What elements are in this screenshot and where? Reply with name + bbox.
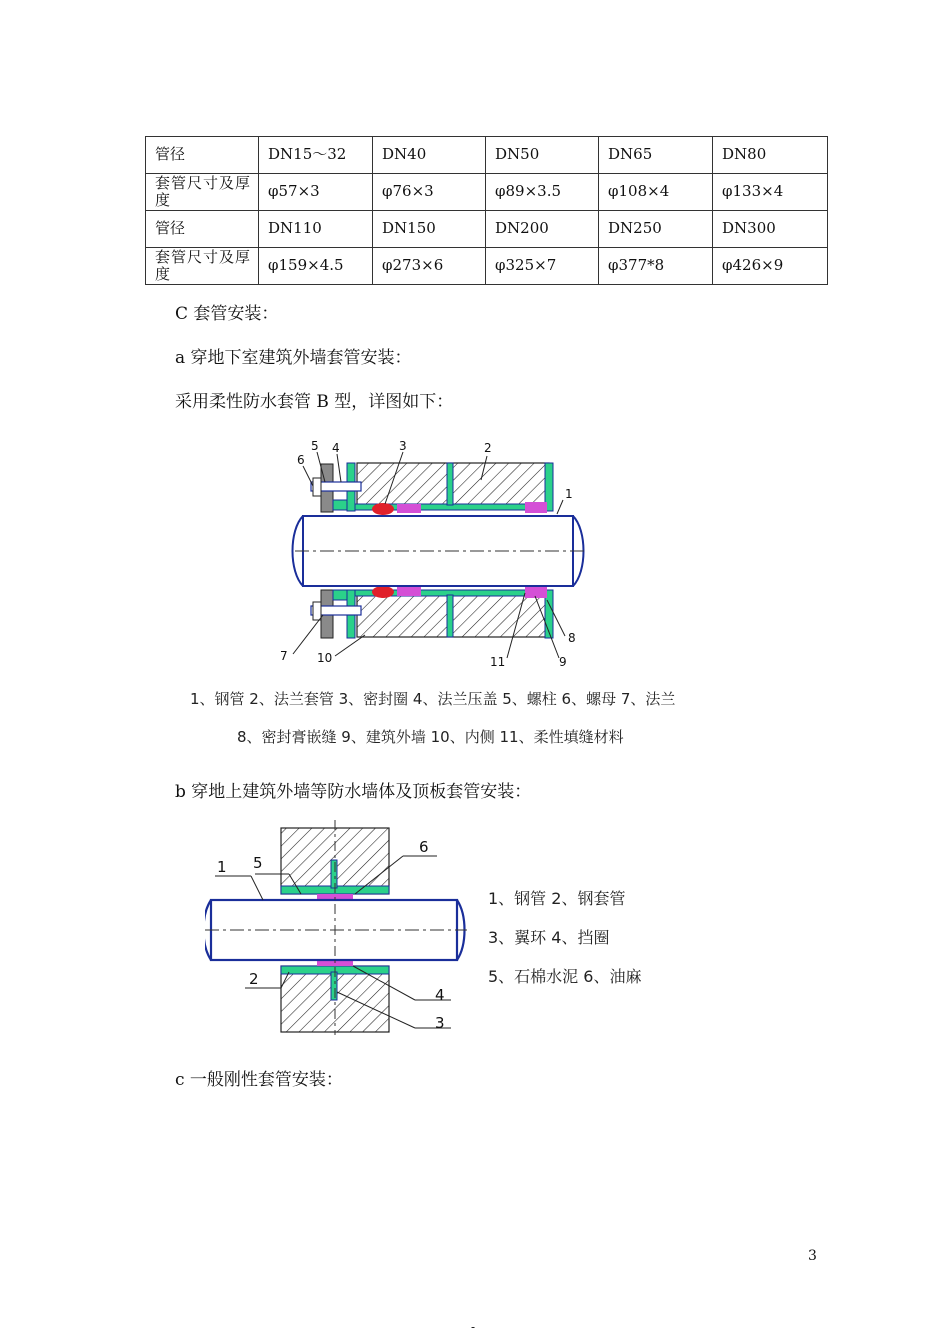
figure2-legend-line3: 5、石棉水泥 6、油麻 bbox=[488, 967, 642, 986]
sealant-upper-right bbox=[525, 502, 547, 513]
table-row bbox=[146, 248, 828, 285]
paragraph-a-text: 采用柔性防水套管 B 型，详图如下： bbox=[175, 392, 454, 412]
figure1-legend-line2: 8、密封膏嵌缝 9、建筑外墙 10、内侧 11、柔性填缝材料 bbox=[237, 728, 624, 746]
rigid-waterproof-sleeve-diagram bbox=[205, 820, 475, 1035]
callout-4: 4 bbox=[332, 441, 340, 455]
table-cell: 套管尺寸及厚度 bbox=[146, 174, 259, 211]
table-cell: 管径 bbox=[146, 211, 259, 248]
table-cell: DN300 bbox=[713, 211, 828, 248]
callout-9: 9 bbox=[559, 655, 567, 669]
table-cell: DN150 bbox=[373, 211, 486, 248]
callout-5: 5 bbox=[253, 854, 263, 872]
callout-3: 3 bbox=[435, 1014, 445, 1032]
callout-10: 10 bbox=[317, 651, 333, 665]
seal-ring-lower bbox=[372, 586, 394, 598]
table-row bbox=[146, 211, 828, 248]
subsection-heading-a: a 穿地下室建筑外墙套管安装： bbox=[175, 348, 412, 368]
callout-6: 6 bbox=[419, 838, 429, 856]
table-cell: DN110 bbox=[259, 211, 373, 248]
filler-lower-left bbox=[397, 587, 421, 596]
wing-ring-lower bbox=[331, 972, 337, 1000]
sleeve-size-table bbox=[145, 136, 828, 285]
figure2-legend-line1: 1、钢管 2、钢套管 bbox=[488, 889, 626, 908]
callout-6: 6 bbox=[297, 453, 305, 467]
table-cell: φ325×7 bbox=[486, 248, 599, 285]
table-cell: DN200 bbox=[486, 211, 599, 248]
flange-gland-upper bbox=[333, 500, 347, 510]
callout-7: 7 bbox=[280, 649, 288, 663]
table-cell: DN40 bbox=[373, 137, 486, 174]
table-cell: φ133×4 bbox=[713, 174, 828, 211]
table-cell: DN250 bbox=[599, 211, 713, 248]
wing-ring-lower bbox=[447, 595, 453, 637]
table-cell: φ108×4 bbox=[599, 174, 713, 211]
subsection-heading-b: b 穿地上建筑外墙等防水墙体及顶板套管安装： bbox=[175, 782, 532, 802]
table-cell: φ89×3.5 bbox=[486, 174, 599, 211]
callout-5: 5 bbox=[311, 439, 319, 453]
table-cell: 管径 bbox=[146, 137, 259, 174]
callout-3: 3 bbox=[399, 439, 407, 453]
table-cell: φ273×6 bbox=[373, 248, 486, 285]
table-cell: 套管尺寸及厚度 bbox=[146, 248, 259, 285]
filler-upper-left bbox=[397, 504, 421, 513]
table-cell: φ377*8 bbox=[599, 248, 713, 285]
footer-mark: - bbox=[471, 1320, 476, 1334]
seal-ring-upper bbox=[372, 503, 394, 515]
wing-ring-upper bbox=[447, 463, 453, 505]
table-cell: DN50 bbox=[486, 137, 599, 174]
table-cell: DN65 bbox=[599, 137, 713, 174]
table-cell: φ57×3 bbox=[259, 174, 373, 211]
figure2-legend-line2: 3、翼环 4、挡圈 bbox=[488, 928, 610, 947]
table-row bbox=[146, 137, 828, 174]
table-cell: φ159×4.5 bbox=[259, 248, 373, 285]
callout-8: 8 bbox=[568, 631, 576, 645]
section-heading-c: C 套管安装： bbox=[175, 304, 279, 324]
wing-ring-upper bbox=[331, 860, 337, 888]
callout-1: 1 bbox=[565, 487, 573, 501]
flexible-waterproof-sleeve-diagram bbox=[185, 430, 745, 675]
callout-1: 1 bbox=[217, 858, 227, 876]
callout-11: 11 bbox=[490, 655, 506, 669]
table-cell: DN15～32 bbox=[259, 137, 373, 174]
table-row bbox=[146, 174, 828, 211]
table-cell: φ76×3 bbox=[373, 174, 486, 211]
nut-lower bbox=[313, 602, 321, 620]
figure1-legend-line1: 1、钢管 2、法兰套管 3、密封圈 4、法兰压盖 5、螺柱 6、螺母 7、法兰 bbox=[190, 690, 676, 708]
sealant-lower-right bbox=[525, 587, 547, 598]
nut-upper bbox=[313, 478, 321, 496]
subsection-heading-c-general: c 一般刚性套管安装： bbox=[175, 1070, 343, 1090]
callout-2: 2 bbox=[249, 970, 259, 988]
table-cell: DN80 bbox=[713, 137, 828, 174]
page-number: 3 bbox=[808, 1248, 817, 1264]
callout-2: 2 bbox=[484, 441, 492, 455]
flange-gland-lower bbox=[333, 590, 347, 600]
table-cell: φ426×9 bbox=[713, 248, 828, 285]
callout-4: 4 bbox=[435, 986, 445, 1004]
